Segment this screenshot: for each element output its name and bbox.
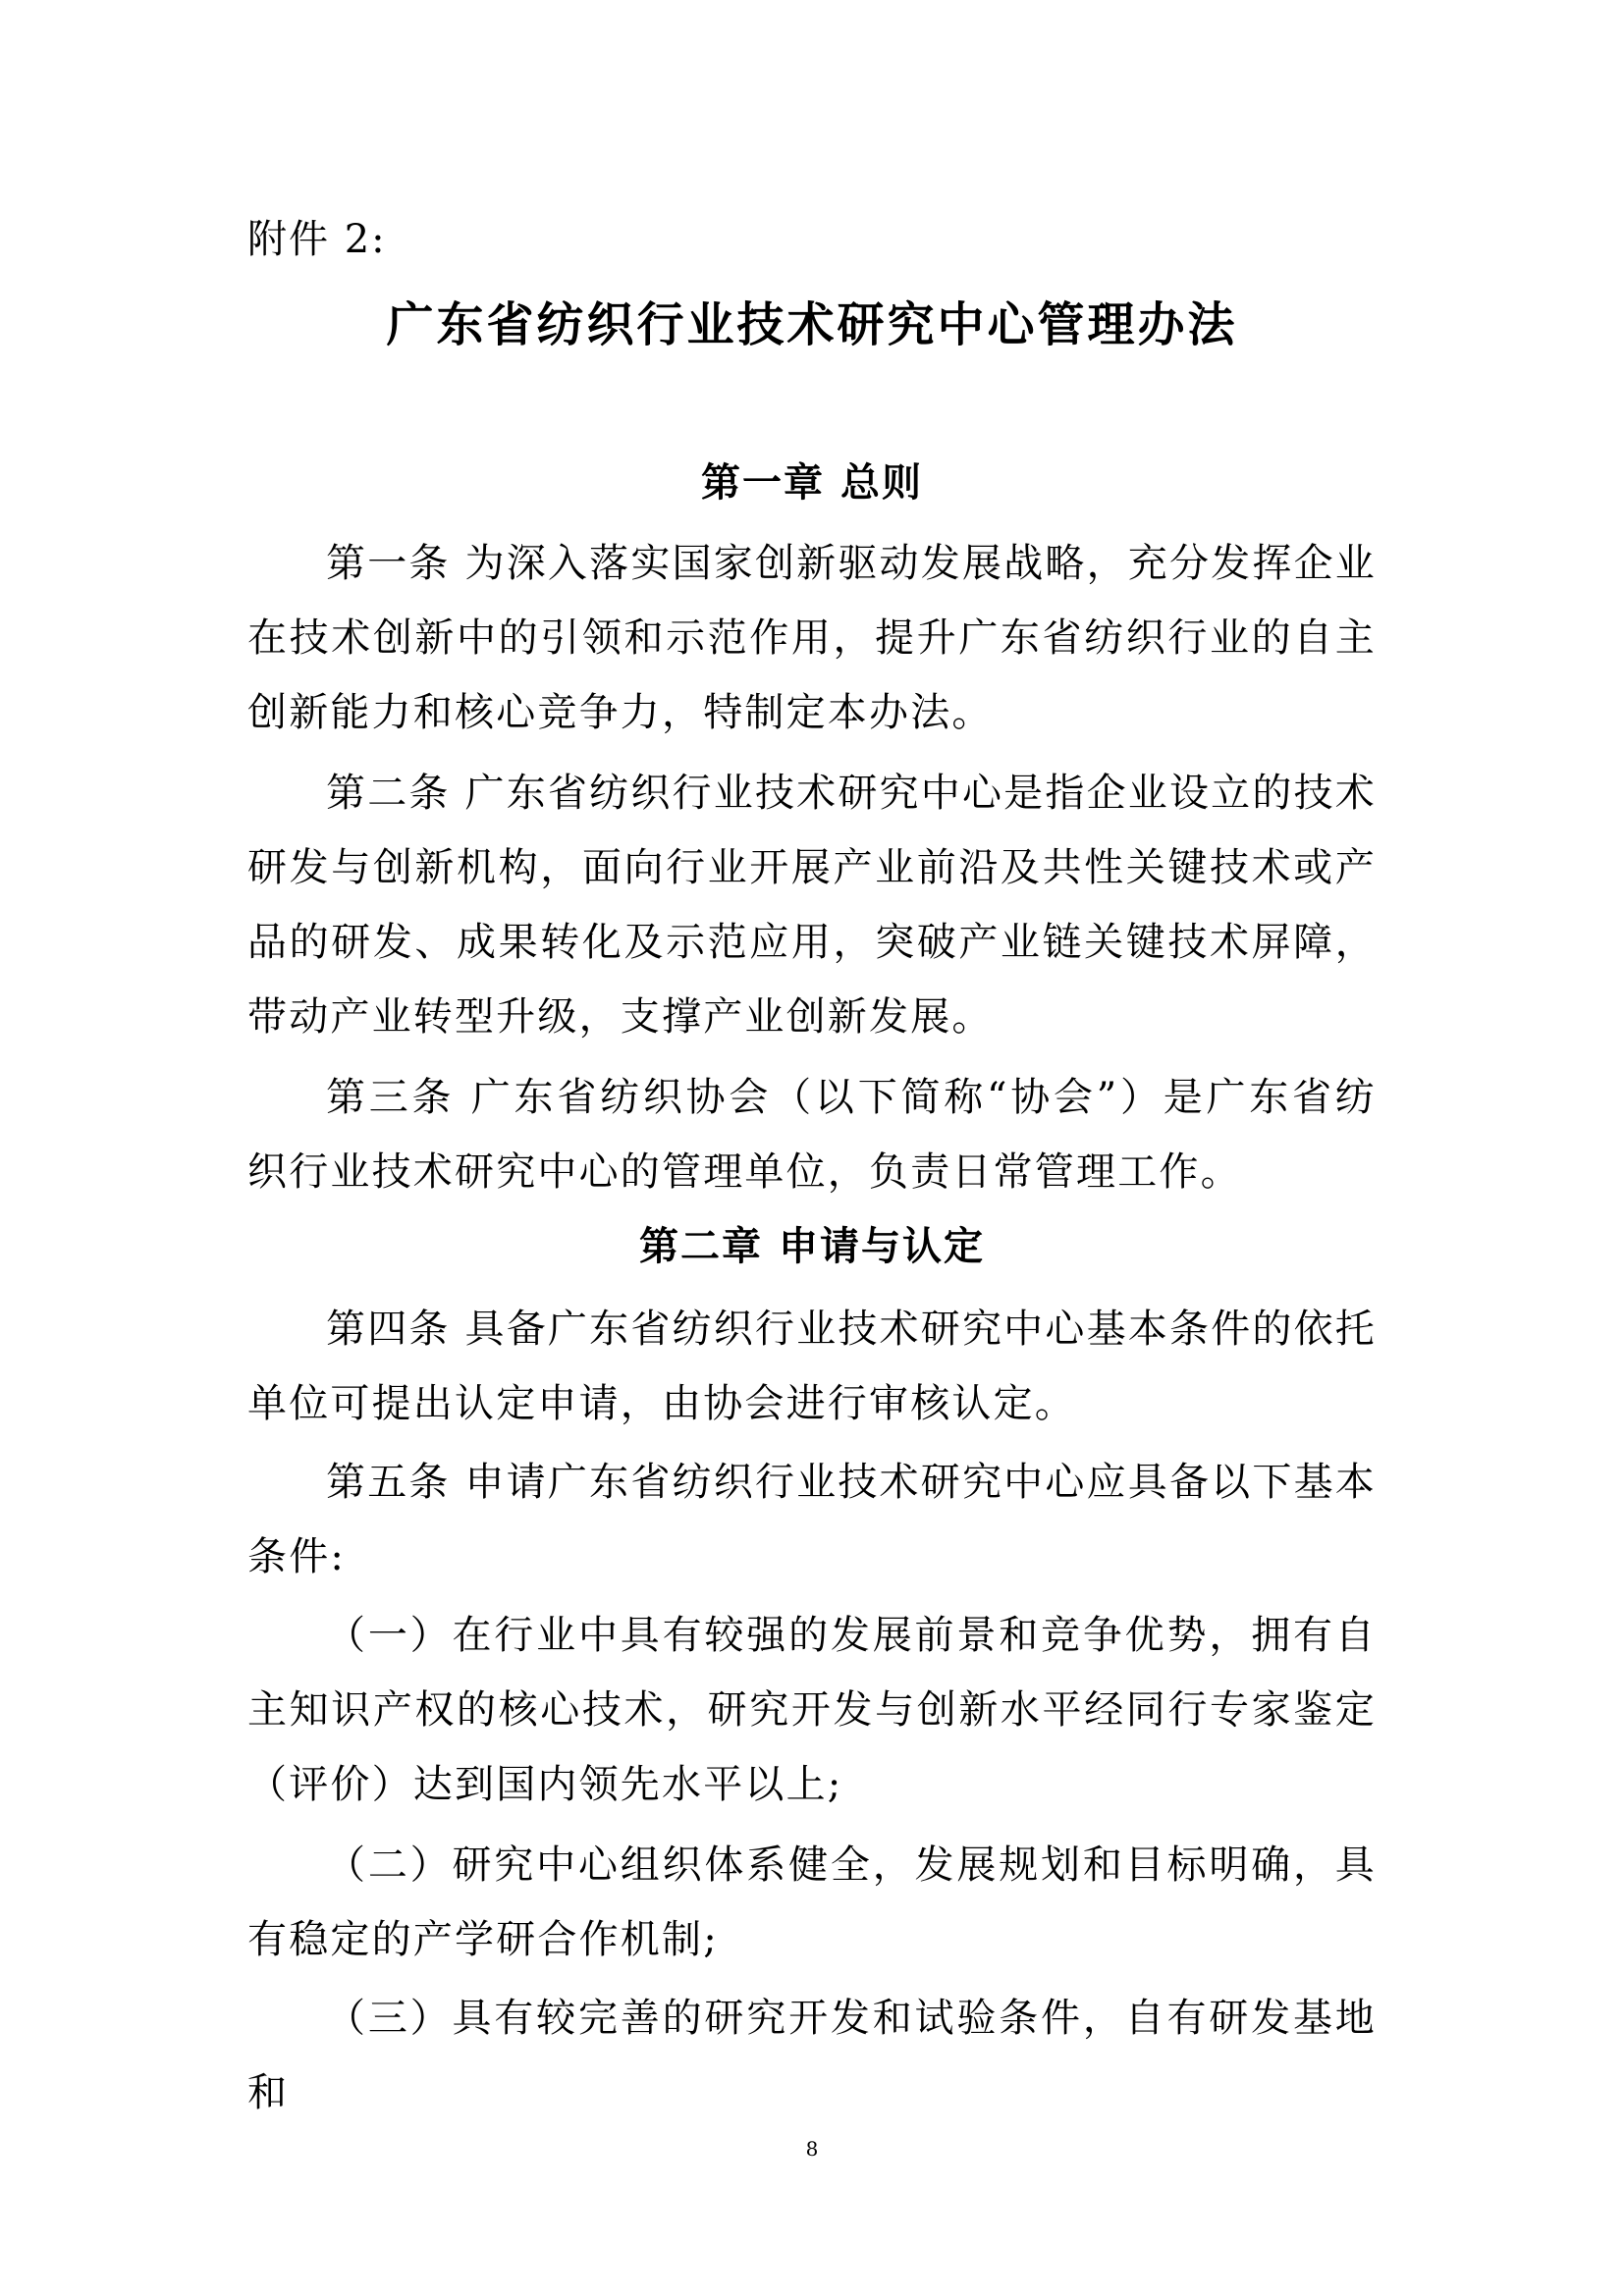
article-4: 第四条 具备广东省纺织行业技术研究中心基本条件的依托单位可提出认定申请，由协会进行审核认定。	[247, 1307, 1377, 1426]
article-1: 第一条 为深入落实国家创新驱动发展战略，充分发挥企业在技术创新中的引领和示范作用，提升广东省纺织行业的自主创新能力和核心竞争力，特制定本办法。	[247, 541, 1377, 735]
condition-item-2: （二）研究中心组织体系健全，发展规划和目标明确，具有稳定的产学研合作机制;	[247, 1842, 1377, 1962]
article-2: 第二条 广东省纺织行业技术研究中心是指企业设立的技术研发与创新机构，面向行业开展产业前沿及共性关键技术或产品的研发、成果转化及示范应用，突破产业链关键技术屏障，带动产业转型升级，支撑产业创新发展。	[247, 771, 1377, 1040]
page-number: 8	[805, 2137, 819, 2161]
condition-item-1: （一）在行业中具有较强的发展前景和竞争优势，拥有自主知识产权的核心技术，研究开发与创新水平经同行专家鉴定（评价）达到国内领先水平以上;	[247, 1613, 1377, 1807]
article-5: 第五条 申请广东省纺织行业技术研究中心应具备以下基本条件:	[247, 1460, 1377, 1579]
chapter-heading-2: 第二章 申请与认定	[639, 1224, 985, 1269]
chapter-heading-1: 第一章 总则	[701, 460, 923, 506]
attachment-label: 附件 2:	[247, 217, 387, 262]
document-title: 广东省纺织行业技术研究中心管理办法	[386, 297, 1238, 352]
article-3: 第三条 广东省纺织协会（以下简称“协会”）是广东省纺织行业技术研究中心的管理单位，负责日常管理工作。	[247, 1075, 1377, 1195]
condition-item-3: （三）具有较完善的研究开发和试验条件，自有研发基地和	[247, 1996, 1377, 2115]
